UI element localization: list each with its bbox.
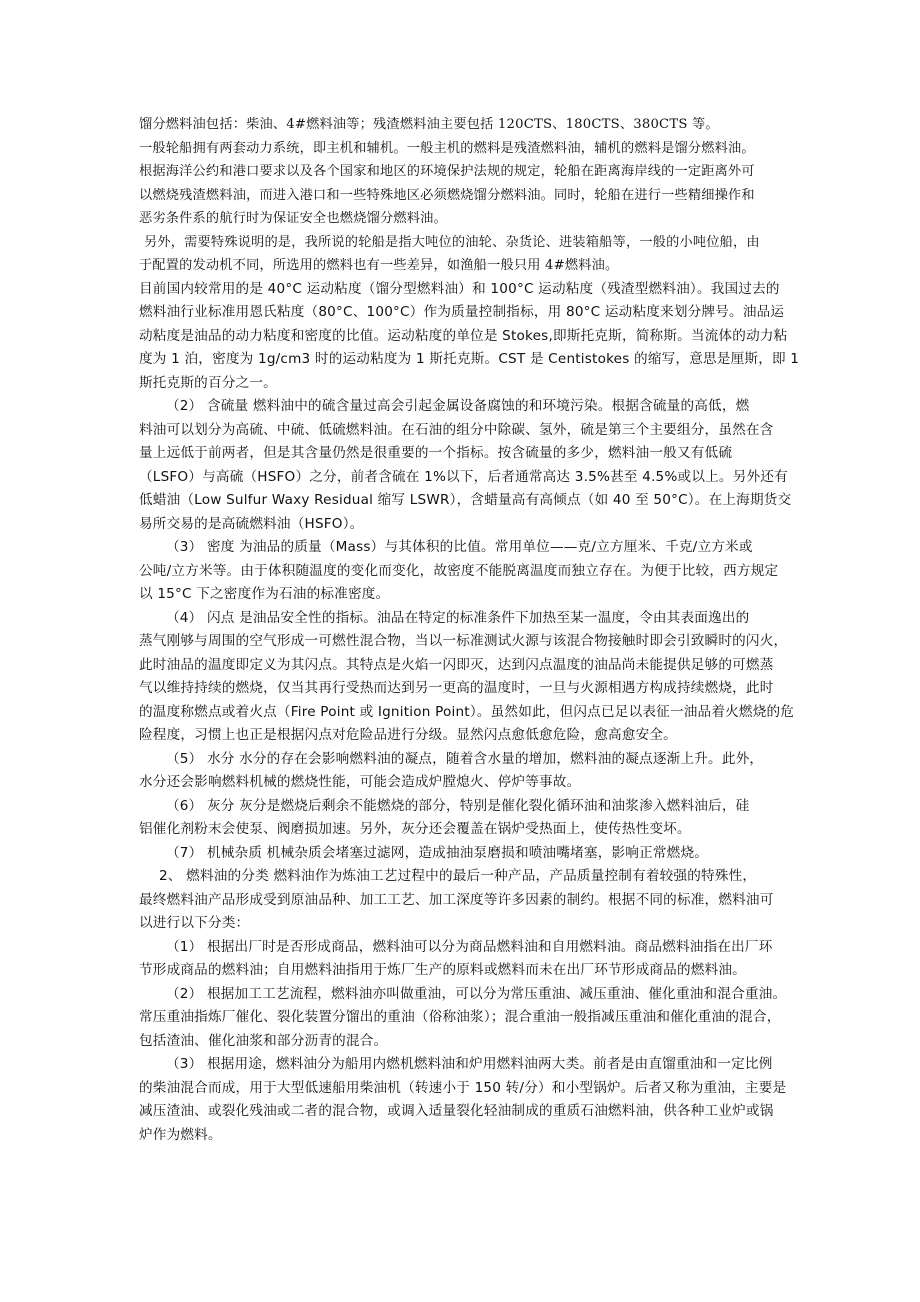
paragraph-line: 节形成商品的燃料油；自用燃料油指用于炼厂生产的原料或燃料而未在出厂环节形成商品的燃料油。 <box>139 962 746 978</box>
paragraph-line: 斯托克斯的百分之一。 <box>139 374 277 391</box>
paragraph-line: 量上远低于前两者，但是其含量仍然是很重要的一个指标。按含硫量的多少，燃料油一般又有低硫 <box>139 445 733 461</box>
paragraph-line: 此时油品的温度即定义为其闪点。其特点是火焰一闪即灭，达到闪点温度的油品尚未能提供足够的可燃蒸 <box>139 656 774 673</box>
paragraph-line: 一般轮船拥有两套动力系统，即主机和辅机。一般主机的燃料是残渣燃料油，辅机的燃料是馏分燃料油。 <box>139 140 755 156</box>
paragraph-line: 以进行以下分类： <box>139 915 250 931</box>
paragraph-line: 馏分燃料油包括：柴油、4#燃料油等；残渣燃料油主要包括 120CTS、180CTS、380CTS 等。 <box>139 117 719 132</box>
paragraph-line: 根据海洋公约和港口要求以及各个国家和地区的环境保护法规的规定，轮船在距离海岸线的一定距离外可 <box>139 164 755 179</box>
paragraph-line: 水分还会影响燃料机械的燃烧性能，可能会造成炉膛熄火、停炉等事故。 <box>139 774 581 790</box>
section-heading-line: （7） 机械杂质 机械杂质会堵塞过滤网，造成抽油泵磨损和喷油嘴堵塞，影响正常燃烧。 <box>166 844 709 861</box>
paragraph-line: 公吨/立方米等。由于体积随温度的变化而变化，故密度不能脱离温度而独立存在。为便于比较，西方规定 <box>139 562 779 579</box>
document-body <box>139 113 800 1147</box>
paragraph-line: 燃料油行业标准用恩氏粘度（80°C、100°C）作为质量控制指标，用 80°C 运动粘度来划分牌号。油品运 <box>139 304 785 320</box>
paragraph-line: 险程度，习惯上也正是根据闪点对危险品进行分级。显然闪点愈低愈危险，愈高愈安全。 <box>139 727 677 743</box>
paragraph-line: 常压重油指炼厂催化、裂化装置分馏出的重油（俗称油浆）；混合重油一般指减压重油和催化重油的混合， <box>139 1009 781 1025</box>
paragraph-line: 以燃烧残渣燃料油，而进入港口和一些特殊地区必须燃烧馏分燃料油。同时，轮船在进行一些精细操作和 <box>139 187 755 203</box>
paragraph-line: 料油可以划分为高硫、中硫、低硫燃料油。在石油的组分中除碳、氢外，硫是第三个主要组分，虽然在含 <box>139 421 774 438</box>
section-heading-line: （5） 水分 水分的存在会影响燃料油的凝点，随着含水量的增加，燃料油的凝点逐渐上升。此外， <box>166 750 764 767</box>
paragraph-line: 最终燃料油产品形成受到原油品种、加工工艺、加工深度等许多因素的制约。根据不同的标准，燃料油可 <box>139 891 774 908</box>
paragraph-line: 低蜡油（Low Sulfur Waxy Residual 缩写 LSWR），含蜡量高有高倾点（如 40 至 50°C）。在上海期货交 <box>139 492 792 508</box>
paragraph-line: 铝催化剂粉末会使泵、阀磨损加速。另外，灰分还会覆盖在锅炉受热面上，使传热性变坏。 <box>139 821 691 837</box>
section-heading-line: （6） 灰分 灰分是燃烧后剩余不能燃烧的部分，特别是催化裂化循环油和油浆渗入燃料油后，硅 <box>166 797 750 814</box>
paragraph-line: 炉作为燃料。 <box>139 1126 222 1143</box>
section-heading-line: 2、 燃料油的分类 燃料油作为炼油工艺过程中的最后一种产品，产品质量控制有着较强的特殊性， <box>159 868 757 884</box>
paragraph-line: 减压渣油、或裂化残油或二者的混合物，或调入适量裂化轻油制成的重质石油燃料油，供各种工业炉或锅 <box>139 1103 774 1119</box>
section-heading-line: （3） 根据用途，燃料油分为船用内燃机燃料油和炉用燃料油两大类。前者是由直馏重油和一定比例 <box>166 1056 773 1072</box>
paragraph-line: 的温度称燃点或着火点（Fire Point 或 Ignition Point）。虽然如此，但闪点已足以表征一油品着火燃烧的危 <box>139 703 795 720</box>
paragraph-line: 目前国内较常用的是 40°C 运动粘度（馏分型燃料油）和 100°C 运动粘度（残渣型燃料油）。我国过去的 <box>139 280 780 297</box>
paragraph-line: 包括渣油、催化油浆和部分沥青的混合。 <box>139 1032 388 1049</box>
paragraph-line: 易所交易的是高硫燃料油（HSFO）。 <box>139 515 364 532</box>
section-heading-line: （1） 根据出厂时是否形成商品，燃料油可以分为商品燃料油和自用燃料油。商品燃料油指在出厂环 <box>166 938 773 955</box>
paragraph-line: 度为 1 泊，密度为 1g/cm3 时的运动粘度为 1 斯托克斯。CST 是 Centistokes 的缩写，意思是厘斯，即 1 <box>139 351 800 367</box>
paragraph-line: 恶劣条件系的航行时为保证安全也燃烧馏分燃料油。 <box>139 211 447 226</box>
section-heading-line: （2） 根据加工工艺流程，燃料油亦叫做重油，可以分为常压重油、减压重油、催化重油和混合重油。 <box>166 985 787 1002</box>
paragraph-line: 蒸气刚够与周围的空气形成一可燃性混合物，当以一标准测试火源与该混合物接触时即会引致瞬时的闪火， <box>139 633 788 649</box>
section-heading-line: （2） 含硫量 燃料油中的硫含量过高会引起金属设备腐蚀的和环境污染。根据含硫量的高低，燃 <box>166 398 750 414</box>
paragraph-line: 以 15°C 下之密度作为石油的标准密度。 <box>139 586 390 602</box>
paragraph-line: 动粘度是油品的动力粘度和密度的比值。运动粘度的单位是 Stokes,即斯托克斯，简称斯。当流体的动力粘 <box>139 327 788 344</box>
section-heading-line: （3） 密度 为油品的质量（Mass）与其体积的比值。常用单位——克/立方厘米、千克/立方米或 <box>166 539 753 555</box>
paragraph-line: 的柴油混合而成，用于大型低速船用柴油机（转速小于 150 转/分）和小型锅炉。后者又称为重油，主要是 <box>139 1079 787 1096</box>
section-heading-line: （4） 闪点 是油品安全性的指标。油品在特定的标准条件下加热至某一温度，令由其表面逸出的 <box>166 609 750 626</box>
paragraph-line: （LSFO）与高硫（HSFO）之分，前者含硫在 1%以下，后者通常高达 3.5%甚至 4.5%或以上。另外还有 <box>139 468 788 485</box>
paragraph-line: 另外，需要特殊说明的是，我所说的轮船是指大吨位的油轮、杂货论、进装箱船等，一般的小吨位船，由 <box>144 234 760 250</box>
paragraph-line: 于配置的发动机不同，所选用的燃料也有一些差异，如渔船一般只用 4#燃料油。 <box>139 258 619 273</box>
paragraph-line: 气以维持持续的燃烧，仅当其再行受热而达到另一更高的温度时，一旦与火源相遇方构成持续燃烧，此时 <box>139 680 774 696</box>
